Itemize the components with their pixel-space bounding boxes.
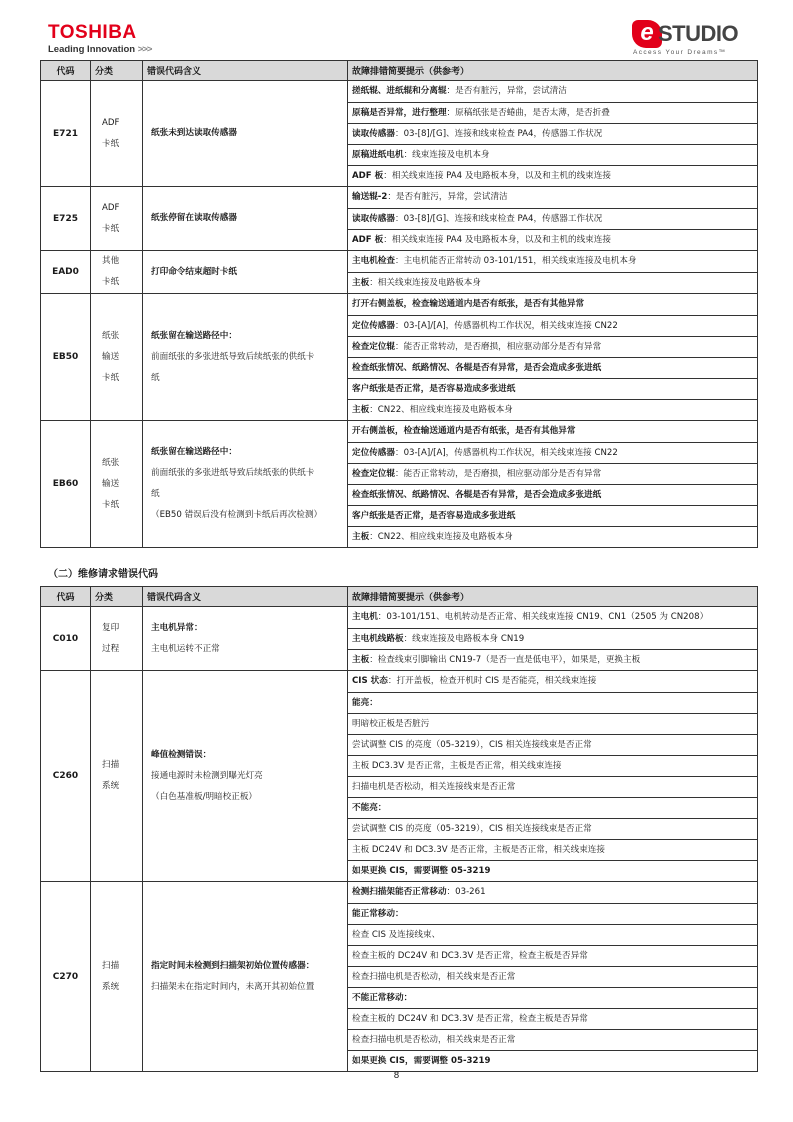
hint-label: 原稿是否异常，进行整理 — [352, 108, 447, 118]
category-line: 输送 — [102, 351, 120, 362]
meaning-line: 纸张未到达读取传感器 — [151, 128, 237, 138]
meaning-line: （EB50 错误后没有检测到卡纸后再次检测） — [151, 510, 323, 520]
hint-label: 打开右侧盖板，检查输送通道内是否有纸张，是否有其他异常 — [352, 299, 585, 309]
tagline-text: Leading Innovation — [48, 44, 136, 55]
hint-label: 读取传感器 — [352, 129, 395, 139]
hint-line — [348, 628, 757, 649]
hint-line — [348, 734, 757, 755]
error-category — [91, 294, 143, 421]
meaning-line: 纸 — [151, 489, 160, 499]
category-line: ADF — [102, 117, 120, 128]
hint-text: ：原稿纸张是否蜷曲，是否太薄，是否折叠 — [446, 108, 610, 118]
meaning-line: 纸 — [151, 372, 160, 383]
page-header — [0, 0, 793, 60]
hint-text: 检查主板的 DC24V 和 DC3.3V 是否正常，检查主板是否异常 — [352, 1014, 588, 1024]
meaning-line: 打印命令结束超时卡纸 — [151, 266, 237, 277]
col-header-category: 分类 — [91, 587, 143, 607]
error-category — [91, 187, 143, 251]
hint-line — [348, 945, 757, 966]
troubleshooting-hints — [348, 421, 758, 548]
error-meaning — [143, 294, 348, 421]
hint-line — [348, 755, 757, 776]
error-category — [91, 251, 143, 294]
meaning-line: 扫描架未在指定时间内，未离开其初始位置 — [151, 981, 315, 992]
hint-label: 如果更换 CIS，需要调整 05-3219 — [352, 866, 491, 876]
error-category — [91, 421, 143, 548]
troubleshooting-hints — [348, 671, 758, 882]
hint-line — [348, 442, 757, 463]
error-meaning — [143, 671, 348, 882]
category-line: 系统 — [102, 981, 120, 992]
hint-line — [348, 123, 757, 144]
hint-label: 主板 — [352, 655, 370, 665]
hint-line — [348, 102, 757, 123]
hint-label: 检查纸张情况、纸路情况、各辊是否有异常，是否会造成多张进纸 — [352, 490, 602, 500]
hint-line — [348, 336, 757, 357]
hint-text: 检查 CIS 及连接线束、 — [352, 930, 441, 940]
meaning-line: 主电机运转不正常 — [151, 643, 220, 654]
category-line: 系统 — [102, 781, 120, 791]
hint-line — [348, 607, 757, 628]
hint-text: ：03-[A]/[A]，传感器机构工作状况，相关线束连接 CN22 — [394, 321, 618, 331]
error-meaning — [143, 421, 348, 548]
troubleshooting-hints — [348, 251, 758, 294]
hint-text: ：03-[A]/[A]，传感器机构工作状况，相关线束连接 CN22 — [394, 448, 618, 458]
hint-label: 如果更换 CIS，需要调整 05-3219 — [352, 1056, 491, 1066]
estudio-logo — [630, 20, 750, 58]
table-row — [41, 421, 758, 548]
hint-line — [348, 505, 757, 526]
troubleshooting-hints — [348, 81, 758, 187]
hint-line — [348, 797, 757, 818]
hint-text: ：相关线束连接 PA4 及电路板本身，以及和主机的线束连接 — [383, 235, 611, 245]
table-row — [41, 882, 758, 1072]
hint-line — [348, 839, 757, 860]
hint-text: ：03-[8]/[G]、连接和线束检查 PA4，传感器工作状况 — [394, 129, 603, 139]
page-number: 8 — [393, 1071, 400, 1081]
hint-text: ：03-[8]/[G]、连接和线束检查 PA4，传感器工作状况 — [394, 214, 603, 224]
hint-label: 输送辊-2 — [352, 192, 388, 202]
troubleshooting-hints — [348, 607, 758, 671]
hint-line — [348, 924, 757, 945]
error-code: C260 — [41, 671, 91, 882]
table-row — [41, 294, 758, 421]
hint-label: 检查纸张情况、纸路情况、各辊是否有异常，是否会造成多张进纸 — [352, 363, 602, 373]
hint-line — [348, 966, 757, 987]
table-row — [41, 81, 758, 187]
service-call-error-table — [40, 586, 758, 1072]
hint-line — [348, 882, 757, 903]
hint-label: 客户纸张是否正常，是否容易造成多张进纸 — [352, 384, 516, 394]
category-line: ADF — [102, 202, 120, 213]
meaning-line: 峰值检测错误： — [151, 749, 212, 760]
error-meaning — [143, 882, 348, 1072]
hint-text: ：CN22、相应线束连接及电路板本身 — [369, 405, 513, 415]
table-header-row — [41, 587, 758, 607]
hint-label: 主电机 — [352, 612, 378, 622]
hint-text: ：打开盖板，检查开机时 CIS 是否能亮，相关线束连接 — [387, 676, 597, 686]
table-row — [41, 251, 758, 294]
hint-text: ：相关线束连接 PA4 及电路板本身，以及和主机的线束连接 — [383, 171, 611, 181]
hint-text: 尝试调整 CIS 的亮度（05-3219），CIS 相关连接线束是否正常 — [352, 740, 592, 750]
hint-text: ：是否有脏污，异常，尝试清洁 — [446, 86, 567, 96]
hint-text: 检查扫描电机是否松动，相关线束是否正常 — [352, 1035, 516, 1045]
estudio-e-badge: e — [632, 20, 662, 48]
jam-error-table — [40, 60, 758, 548]
hint-label: 不能亮： — [352, 803, 387, 813]
category-line: 纸张 — [102, 330, 120, 341]
hint-text: ：线束连接及电路板本身 CN19 — [403, 634, 525, 644]
hint-line — [348, 1029, 757, 1050]
meaning-line: 前面纸张的多张进纸导致后续纸张的供纸卡 — [151, 468, 315, 478]
troubleshooting-hints — [348, 187, 758, 251]
category-line: 扫描 — [102, 760, 120, 770]
troubleshooting-hints — [348, 882, 758, 1072]
hint-line — [348, 272, 757, 293]
error-code: EB50 — [41, 294, 91, 421]
hint-line — [348, 484, 757, 505]
hint-label: 开右侧盖板，检查输送通道内是否有纸张，是否有其他异常 — [352, 426, 576, 436]
hint-label: 客户纸张是否正常，是否容易造成多张进纸 — [352, 511, 516, 521]
hint-line — [348, 315, 757, 336]
hint-label: 主板 — [352, 532, 370, 542]
hint-text: ：能否正常转动，是否磨损，相应驱动部分是否有异常 — [394, 469, 602, 479]
col-header-meaning: 错误代码含义 — [143, 587, 348, 607]
hint-label: 搓纸辊、进纸辊和分离辊 — [352, 86, 447, 96]
tagline-arrows: >>> — [137, 44, 152, 55]
error-meaning — [143, 251, 348, 294]
error-code: E725 — [41, 187, 91, 251]
error-meaning — [143, 81, 348, 187]
hint-line — [348, 671, 757, 692]
hint-label: 检查定位辊 — [352, 342, 395, 352]
hint-line — [348, 526, 757, 547]
meaning-line: 纸张留在输送路径中： — [151, 330, 237, 341]
hint-line — [348, 357, 757, 378]
hint-line — [348, 463, 757, 484]
hint-text: ：线束连接及电机本身 — [403, 150, 490, 160]
meaning-line: 接通电源时未检测到曝光灯亮 — [151, 770, 263, 781]
hint-label: 不能正常移动： — [352, 993, 413, 1003]
category-line: 过程 — [102, 643, 120, 654]
hint-line — [348, 713, 757, 734]
hint-label: CIS 状态 — [352, 676, 388, 686]
hint-label: 能正常移动： — [352, 909, 404, 919]
table-header-row — [41, 61, 758, 81]
toshiba-logo: TOSHIBA — [48, 22, 137, 43]
hint-text: 检查主板的 DC24V 和 DC3.3V 是否正常，检查主板是否异常 — [352, 951, 588, 961]
error-code: E721 — [41, 81, 91, 187]
error-code: C270 — [41, 882, 91, 1072]
meaning-line: 主电机异常： — [151, 622, 203, 633]
estudio-wordmark: STUDIO — [658, 21, 739, 46]
hint-text: 扫描电机是否松动，相关连接线束是否正常 — [352, 782, 516, 792]
col-header-code: 代码 — [41, 61, 91, 81]
col-header-category: 分类 — [91, 61, 143, 81]
meaning-line: 前面纸张的多张进纸导致后续纸张的供纸卡 — [151, 351, 315, 362]
hint-line — [348, 1050, 757, 1071]
meaning-line: 纸张留在输送路径中： — [151, 447, 237, 457]
hint-line — [348, 421, 757, 442]
hint-line — [348, 378, 757, 399]
meaning-line: 指定时间未检测到扫描架初始位置传感器： — [151, 960, 315, 971]
table-row — [41, 187, 758, 251]
table-row — [41, 671, 758, 882]
hint-label: 主电机检查 — [352, 256, 395, 266]
hint-line — [348, 692, 757, 713]
hint-text: ：03-101/151、电机转动是否正常、相关线束连接 CN19、CN1（2505 为 CN208） — [377, 612, 709, 622]
error-category — [91, 671, 143, 882]
hint-label: 原稿进纸电机 — [352, 150, 404, 160]
hint-text: ：相关线束连接及电路板本身 — [369, 278, 481, 288]
hint-label: 主板 — [352, 278, 370, 288]
error-code: EAD0 — [41, 251, 91, 294]
category-line: 复印 — [102, 622, 120, 633]
hint-line — [348, 187, 757, 208]
hint-label: 主板 — [352, 405, 370, 415]
leading-innovation-tagline — [48, 44, 151, 55]
hint-label: 定位传感器 — [352, 448, 395, 458]
hint-label: 定位传感器 — [352, 321, 395, 331]
hint-line — [348, 649, 757, 670]
hint-line — [348, 399, 757, 420]
hint-text: ：能否正常转动，是否磨损，相应驱动部分是否有异常 — [394, 342, 602, 352]
hint-text: ：检查线束引脚输出 CN19-7（是否一直是低电平），如果是，更换主板 — [369, 655, 641, 665]
hint-line — [348, 903, 757, 924]
category-line: 其他 — [102, 256, 120, 266]
category-line: 扫描 — [102, 960, 120, 971]
hint-line — [348, 81, 757, 102]
hint-text: 主板 DC3.3V 是否正常，主板是否正常，相关线束连接 — [352, 761, 562, 771]
hint-label: 检测扫描架能否正常移动 — [352, 887, 447, 897]
hint-text: 检查扫描电机是否松动，相关线束是否正常 — [352, 972, 516, 982]
meaning-line: 纸张停留在读取传感器 — [151, 213, 237, 223]
hint-text: ：是否有脏污，异常，尝试清洁 — [387, 192, 508, 202]
hint-text: 主板 DC24V 和 DC3.3V 是否正常，主板是否正常，相关线束连接 — [352, 845, 605, 855]
category-line: 卡纸 — [102, 499, 120, 510]
category-line: 卡纸 — [102, 223, 120, 234]
hint-line — [348, 251, 757, 272]
category-line: 卡纸 — [102, 277, 120, 287]
hint-line — [348, 229, 757, 250]
category-line: 输送 — [102, 478, 120, 489]
hint-text: 明暗校正板是否脏污 — [352, 719, 430, 729]
error-meaning — [143, 607, 348, 671]
col-header-hints: 故障排错简要提示（供参考） — [348, 587, 758, 607]
hint-text: ：CN22、相应线束连接及电路板本身 — [369, 532, 513, 542]
hint-label: 主电机线路板 — [352, 634, 404, 644]
error-meaning — [143, 187, 348, 251]
hint-line — [348, 860, 757, 881]
col-header-hints: 故障排错简要提示（供参考） — [348, 61, 758, 81]
hint-label: ADF 板 — [352, 235, 384, 245]
hint-line — [348, 987, 757, 1008]
hint-line — [348, 208, 757, 229]
category-line: 卡纸 — [102, 372, 120, 383]
section-title-service-call: （二）维修请求错误代码 — [48, 569, 158, 580]
col-header-code: 代码 — [41, 587, 91, 607]
hint-label: 检查定位辊 — [352, 469, 395, 479]
col-header-meaning: 错误代码含义 — [143, 61, 348, 81]
hint-text: ：03-261 — [446, 887, 486, 897]
category-line: 卡纸 — [102, 138, 120, 149]
hint-line — [348, 1008, 757, 1029]
hint-line — [348, 818, 757, 839]
error-category — [91, 607, 143, 671]
error-category — [91, 882, 143, 1072]
hint-text: ：主电机能否正常转动 03-101/151，相关线束连接及电机本身 — [394, 256, 637, 266]
table-row — [41, 607, 758, 671]
error-category — [91, 81, 143, 187]
meaning-line: （白色基准板/明暗校正板） — [151, 791, 258, 802]
error-code: EB60 — [41, 421, 91, 548]
hint-label: 能亮： — [352, 698, 378, 708]
hint-text: 尝试调整 CIS 的亮度（05-3219），CIS 相关连接线束是否正常 — [352, 824, 592, 834]
hint-line — [348, 776, 757, 797]
estudio-tagline: Access Your Dreams™ — [633, 49, 727, 56]
hint-line — [348, 165, 757, 186]
hint-line — [348, 144, 757, 165]
hint-line — [348, 294, 757, 315]
troubleshooting-hints — [348, 294, 758, 421]
hint-label: 读取传感器 — [352, 214, 395, 224]
error-code: C010 — [41, 607, 91, 671]
category-line: 纸张 — [102, 457, 120, 468]
hint-label: ADF 板 — [352, 171, 384, 181]
